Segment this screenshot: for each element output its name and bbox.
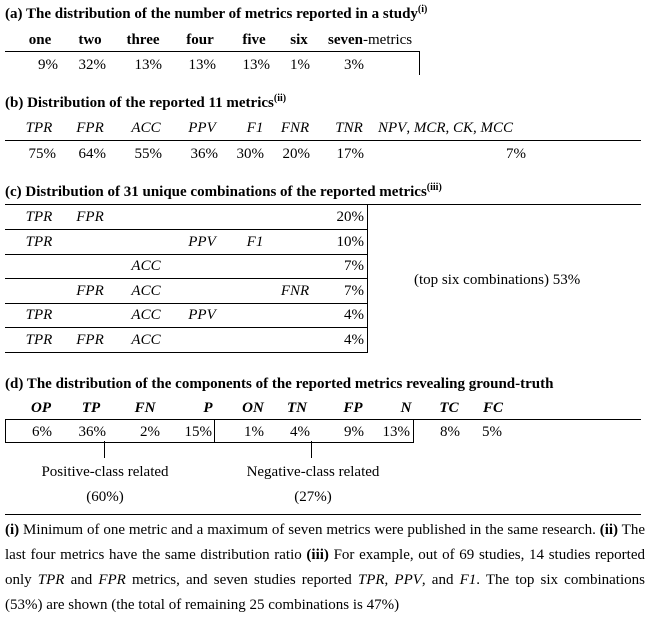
header-fnr: FNR — [280, 120, 310, 136]
header-op: OP — [31, 400, 51, 416]
section-c-title: (c) Distribution of 31 unique combinations of the reported metrics$^{(iii)}$ — [5, 182, 442, 200]
header-metric-group: NPV, MCR, CK, MCC — [378, 120, 514, 136]
header-fp: FP — [343, 400, 363, 416]
header-three: three — [126, 32, 160, 48]
combination-cell-ppv: PPV — [188, 307, 216, 324]
combination-cell-f1: F1 — [246, 233, 264, 250]
value-on: 1% — [244, 424, 264, 440]
value-n: 13% — [382, 424, 410, 440]
combination-cell-tpr: TPR — [25, 307, 53, 324]
value-tpr: 75% — [28, 146, 56, 162]
value-tp: 36% — [78, 424, 106, 440]
value-one: 9% — [38, 57, 58, 73]
section-a-rule — [5, 51, 419, 52]
value-tnr: 17% — [336, 146, 364, 162]
header-tpr: TPR — [25, 120, 53, 136]
value-fp: 9% — [344, 424, 364, 440]
header-tp: TP — [81, 400, 101, 416]
negative-class-label: Negative-class related — [246, 464, 380, 480]
header-fpr: FPR — [76, 120, 104, 136]
combination-row-rule — [5, 327, 367, 328]
combination-cell-acc: ACC — [131, 332, 161, 348]
combination-cell-fpr: FPR — [76, 332, 104, 348]
header-fn: FN — [134, 400, 156, 416]
header-p: P — [203, 400, 213, 416]
section-a-title: (a) The distribution of the number of metrics reported in a study$^{(i)}$ — [5, 4, 428, 22]
section-b-title: (b) Distribution of the reported 11 metrics$^{(ii)}$ — [5, 93, 287, 111]
header-ppv: PPV — [188, 120, 216, 136]
positive-connector — [104, 441, 105, 458]
value-fc: 5% — [482, 424, 502, 440]
combination-cell-fpr: FPR — [76, 282, 104, 299]
header-six: six — [290, 32, 308, 48]
combination-cell-pct: 10% — [336, 233, 364, 250]
negative-connector — [311, 441, 312, 458]
section-a-vrule — [419, 51, 420, 75]
section-d-title: (d) The distribution of the components of the reported metrics revealing ground-truth — [5, 376, 554, 392]
combination-cell-acc: ACC — [131, 258, 161, 275]
header-f1: F1 — [246, 120, 264, 136]
value-group: 7% — [506, 146, 526, 162]
header-fc: FC — [482, 400, 503, 416]
header-on: ON — [242, 400, 264, 416]
section-c-top-rule — [5, 204, 641, 205]
combination-row-rule — [5, 303, 367, 304]
header-tn: TN — [287, 400, 307, 416]
value-f1: 30% — [236, 146, 264, 162]
value-fpr: 64% — [78, 146, 106, 162]
combination-row-rule — [5, 278, 367, 279]
header-tnr: TNR — [335, 120, 363, 136]
value-p: 15% — [184, 424, 212, 440]
combination-row-rule — [5, 229, 367, 230]
combination-cell-ppv: PPV — [188, 233, 216, 250]
combination-cell-fpr: FPR — [76, 209, 104, 225]
combination-cell-pct: 7% — [344, 282, 364, 299]
value-fnr: 20% — [282, 146, 310, 162]
combination-cell-acc: ACC — [131, 307, 161, 324]
combination-cell-pct: 4% — [344, 307, 364, 324]
section-b-rule — [5, 140, 641, 141]
header-acc: ACC — [131, 120, 161, 136]
header-n: N — [400, 400, 412, 416]
section-d-rule — [412, 419, 641, 420]
combination-row-rule — [5, 254, 367, 255]
combination-cell-pct: 7% — [344, 258, 364, 275]
combination-cell-tpr: TPR — [25, 233, 53, 250]
value-op: 6% — [32, 424, 52, 440]
positive-class-pct: (60%) — [86, 489, 124, 505]
combination-row-rule — [5, 352, 367, 353]
value-tc: 8% — [440, 424, 460, 440]
positive-class-label: Positive-class related — [41, 464, 169, 480]
combination-cell-pct: 4% — [344, 332, 364, 348]
value-fn: 2% — [140, 424, 160, 440]
combination-summary: (top six combinations) 53% — [414, 272, 581, 288]
combination-cell-tpr: TPR — [25, 209, 53, 225]
combination-cell-fnr: FNR — [280, 282, 310, 299]
value-six: 1% — [290, 57, 310, 73]
section-c-vrule — [367, 204, 368, 353]
footnote-rule — [5, 514, 641, 515]
negative-class-pct: (27%) — [294, 489, 332, 505]
value-ppv: 36% — [190, 146, 218, 162]
combination-cell-pct: 20% — [336, 209, 364, 225]
combination-cell-acc: ACC — [131, 282, 161, 299]
header-five: five — [242, 32, 266, 48]
footnote: (i) Minimum of one metric and a maximum of seven metrics were published in the same research. (ii) The last four metrics have the same distribution ratio (iii) For example, out of 69 studies, 14 studies reported only TPR and FPR metrics, and seven studies reported TPR, PPV, and F1. The top six combinations (53%) are shown (the total of remaining 25 combinations is 47%) — [5, 522, 645, 613]
combination-cell-tpr: TPR — [25, 332, 53, 348]
header-four: four — [186, 32, 214, 48]
value-four: 13% — [188, 57, 216, 73]
value-seven: 3% — [344, 57, 364, 73]
value-two: 32% — [78, 57, 106, 73]
header-two: two — [78, 32, 102, 48]
value-five: 13% — [242, 57, 270, 73]
value-tn: 4% — [290, 424, 310, 440]
header-tc: TC — [439, 400, 459, 416]
value-three: 13% — [134, 57, 162, 73]
header-seven-metrics: seven-metrics — [328, 32, 413, 48]
header-one: one — [28, 32, 52, 48]
value-acc: 55% — [134, 146, 162, 162]
